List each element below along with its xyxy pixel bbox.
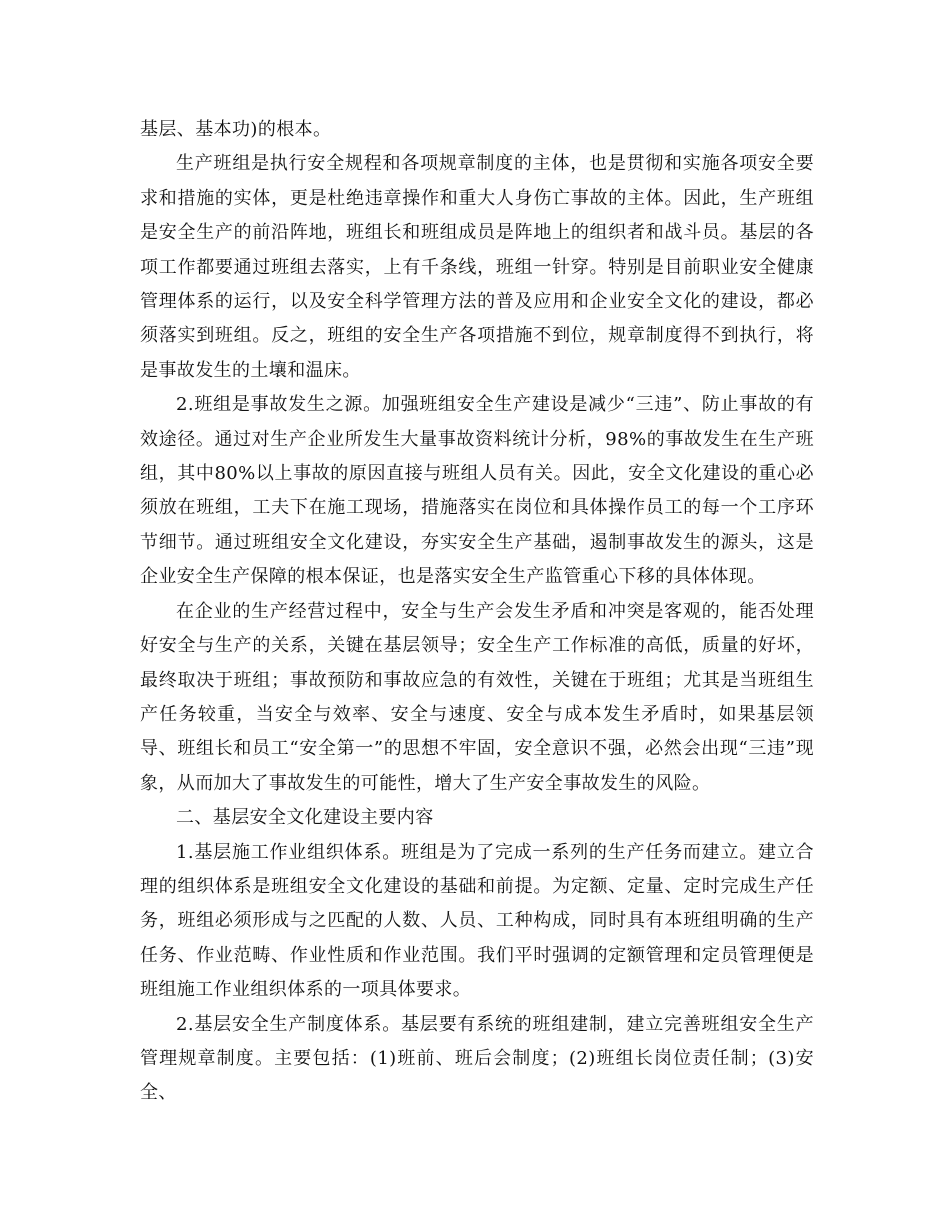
paragraph-safety-production: 在企业的生产经营过程中，安全与生产会发生矛盾和冲突是客观的，能否处理好安全与生产的关系，关键在基层领导；安全生产工作标准的高低，质量的好坏，最终取决于班组；事故预防和事故应急的有效性，关键在于班组；尤其是当班组生产任务较重，当安全与效率、安全与速度、安全与成本发生矛盾时，如果基层领导、班组长和员工“安全第一”的思想不牢固，安全意识不强，必然会出现“三违”现象，从而加大了事故发生的可能性，增大了生产安全事故发生的风险。	[140, 600, 814, 794]
paragraph-regulation-system: 2.基层安全生产制度体系。基层要有系统的班组建制，建立完善班组安全生产管理规章制度。主要包括：(1)班前、班后会制度；(2)班组长岗位责任制；(3)安全、	[140, 1013, 814, 1104]
paragraph-team-role: 生产班组是执行安全规程和各项规章制度的主体，也是贯彻和实施各项安全要求和措施的实体，更是杜绝违章操作和重大人身伤亡事故的主体。因此，生产班组是安全生产的前沿阵地，班组长和班组成员是阵地上的组织者和战斗员。基层的各项工作都要通过班组去落实，上有千条线，班组一针穿。特别是目前职业安全健康管理体系的运行，以及安全科学管理方法的普及应用和企业安全文化的建设，都必须落实到班组。反之，班组的安全生产各项措施不到位，规章制度得不到执行，将是事故发生的土壤和温床。	[140, 153, 814, 381]
paragraph-continuation: 基层、基本功)的根本。	[140, 119, 332, 140]
paragraph-accident-source: 2.班组是事故发生之源。加强班组安全生产建设是减少“三违”、防止事故的有效途径。通过对生产企业所发生大量事故资料统计分析，98%的事故发生在生产班组，其中80%以上事故的原因直接与班组人员有关。因此，安全文化建设的重心必须放在班组，工夫下在施工现场，措施落实在岗位和具体操作员工的每一个工序环节细节。通过班组安全文化建设，夯实安全生产基础，遏制事故发生的源头，这是企业安全生产保障的根本保证，也是落实安全生产监管重心下移的具体体现。	[140, 394, 814, 588]
section-heading: 二、基层安全文化建设主要内容	[176, 807, 434, 829]
document-body	[140, 113, 814, 1111]
paragraph-organization-system: 1.基层施工作业组织体系。班组是为了完成一系列的生产任务而建立。建立合理的组织体系是班组安全文化建设的基础和前提。为定额、定量、定时完成生产任务，班组必须形成与之匹配的人数、人员、工种构成，同时具有本班组明确的生产任务、作业范畴、作业性质和作业范围。我们平时强调的定额管理和定员管理便是班组施工作业组织体系的一项具体要求。	[140, 841, 814, 1001]
